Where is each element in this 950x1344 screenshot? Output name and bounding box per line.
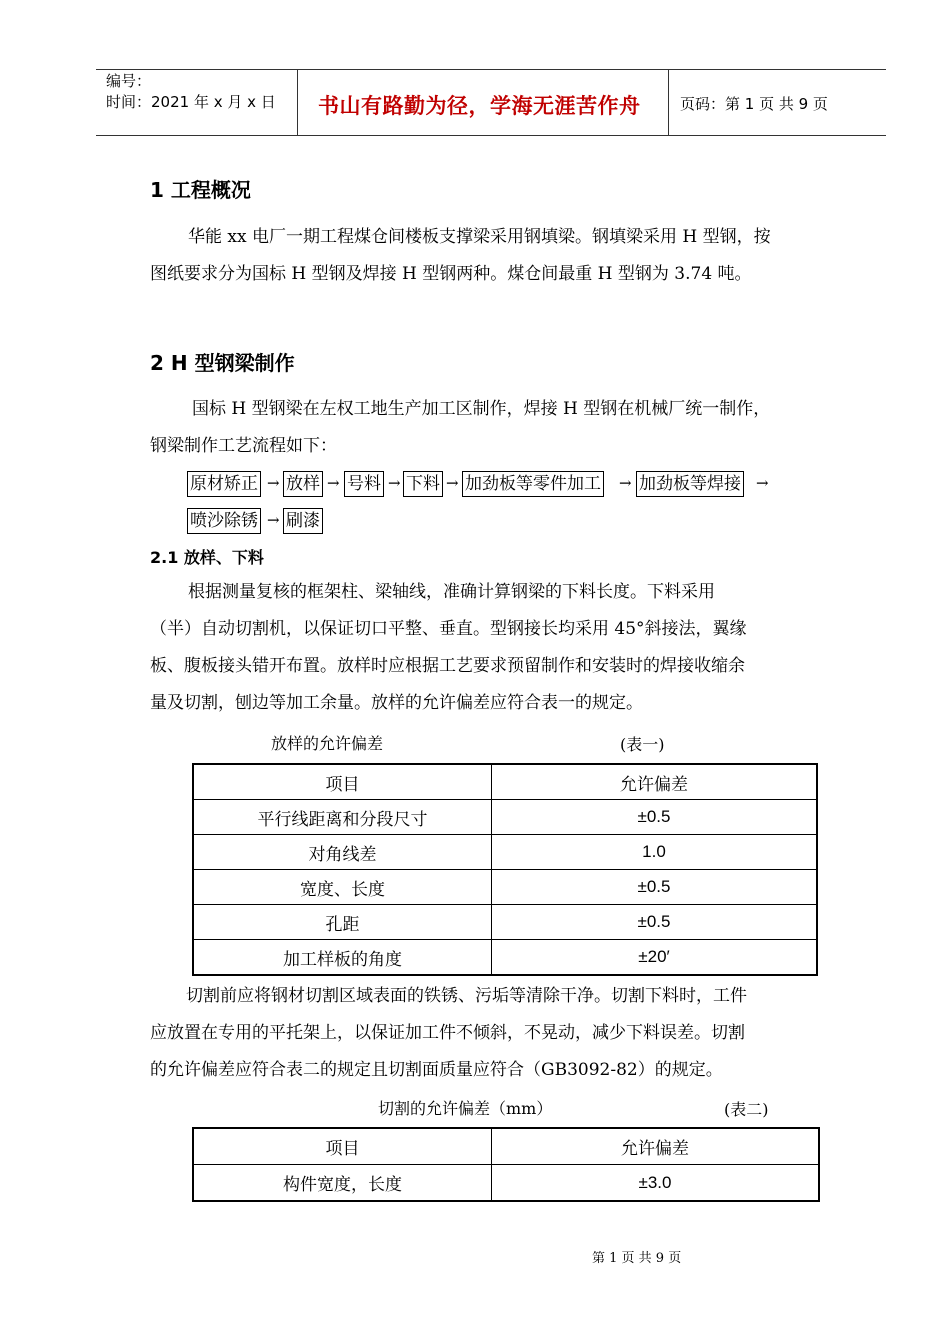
table-header-row — [193, 1128, 819, 1165]
table1-tag: (表一) — [620, 735, 665, 754]
h-beam-paragraph-line2: 钢梁制作工艺流程如下： — [150, 436, 337, 456]
table2-caption: 切割的允许偏差（mm） — [378, 1099, 553, 1118]
header-divider-right — [668, 69, 669, 136]
table-row — [193, 1165, 819, 1202]
table2 — [192, 1127, 820, 1202]
table-cell: ±0.5 — [492, 870, 818, 905]
cutting-paragraph-line3: 的允许偏差应符合表二的规定且切割面质量应符合（GB3092-82）的规定。 — [150, 1060, 723, 1080]
table1 — [192, 763, 818, 976]
table-header-cell: 允许偏差 — [492, 764, 818, 800]
h-beam-paragraph-line1: 国标 H 型钢梁在左权工地生产加工区制作，焊接 H 型钢在机械厂统一制作， — [192, 399, 771, 419]
header-top-border — [96, 69, 886, 70]
table-cell: ±0.5 — [492, 800, 818, 835]
flow-step: 号料 — [344, 471, 384, 497]
table-header-row — [193, 764, 817, 800]
header-time-label: 时间：2021 年 x 月 x 日 — [106, 93, 276, 111]
layout-paragraph-line3: 板、腹板接头错开布置。放样时应根据工艺要求预留制作和安装时的焊接收缩余 — [150, 656, 745, 676]
header-divider-left — [297, 69, 298, 136]
table-cell: 宽度、长度 — [193, 870, 492, 905]
flow-step: 下料 — [403, 471, 443, 497]
table-row — [193, 940, 817, 976]
section-title-overview: 1 工程概况 — [150, 178, 251, 202]
flow-step: 加劲板等焊接 — [636, 471, 744, 497]
section-title-h-beam: 2 H 型钢梁制作 — [150, 351, 295, 375]
header-motto: 书山有路勤为径，学海无涯苦作舟 — [318, 93, 641, 118]
table-header-cell: 项目 — [193, 1128, 492, 1165]
flow-arrow-icon: → — [619, 474, 632, 492]
flow-arrow-icon: → — [446, 474, 459, 492]
header-page-label: 页码：第 1 页 共 9 页 — [680, 95, 828, 113]
overview-paragraph-line1: 华能 xx 电厂一期工程煤仓间楼板支撑梁采用钢填梁。钢填梁采用 H 型钢，按 — [188, 227, 771, 247]
flow-arrow-icon: → — [388, 474, 401, 492]
table-row — [193, 905, 817, 940]
table2-tag: (表二) — [724, 1100, 769, 1119]
table-cell: 构件宽度，长度 — [193, 1165, 492, 1202]
table-cell: 1.0 — [492, 835, 818, 870]
table-cell: 加工样板的角度 — [193, 940, 492, 976]
flow-step: 喷沙除锈 — [187, 508, 261, 534]
flow-step: 放样 — [283, 471, 323, 497]
layout-paragraph-line2: （半）自动切割机，以保证切口平整、垂直。型钢接长均采用 45°斜接法，翼缘 — [150, 619, 747, 639]
overview-paragraph-line2: 图纸要求分为国标 H 型钢及焊接 H 型钢两种。煤仓间最重 H 型钢为 3.74 吨。 — [150, 264, 752, 284]
flow-arrow-icon: → — [327, 474, 340, 492]
table-cell: 对角线差 — [193, 835, 492, 870]
header-bottom-border — [96, 135, 886, 136]
table-cell: ±3.0 — [492, 1165, 820, 1202]
cutting-paragraph-line1: 切割前应将钢材切割区域表面的铁锈、污垢等清除干净。切割下料时，工件 — [186, 986, 747, 1006]
layout-paragraph-line4: 量及切割，刨边等加工余量。放样的允许偏差应符合表一的规定。 — [150, 693, 643, 713]
page-footer: 第 1 页 共 9 页 — [592, 1251, 682, 1266]
table-row — [193, 800, 817, 835]
header-number-label: 编号： — [106, 72, 152, 90]
subsection-title-layout-cutting: 2.1 放样、下料 — [150, 548, 264, 567]
table-cell: 平行线距离和分段尺寸 — [193, 800, 492, 835]
table-cell: ±20′ — [492, 940, 818, 976]
flow-step: 刷漆 — [283, 508, 323, 534]
table-cell: ±0.5 — [492, 905, 818, 940]
table-header-cell: 项目 — [193, 764, 492, 800]
table-row — [193, 835, 817, 870]
table-cell: 孔距 — [193, 905, 492, 940]
table-header-cell: 允许偏差 — [492, 1128, 820, 1165]
table1-caption: 放样的允许偏差 — [271, 734, 384, 753]
flow-step: 加劲板等零件加工 — [462, 471, 604, 497]
layout-paragraph-line1: 根据测量复核的框架柱、梁轴线，准确计算钢梁的下料长度。下料采用 — [188, 582, 715, 602]
table-row — [193, 870, 817, 905]
flow-arrow-icon: → — [267, 474, 280, 492]
flow-step: 原材矫正 — [187, 471, 261, 497]
flow-arrow-icon: → — [267, 511, 280, 529]
cutting-paragraph-line2: 应放置在专用的平托架上，以保证加工件不倾斜，不晃动，减少下料误差。切割 — [150, 1023, 745, 1043]
flow-arrow-icon: → — [756, 474, 769, 492]
